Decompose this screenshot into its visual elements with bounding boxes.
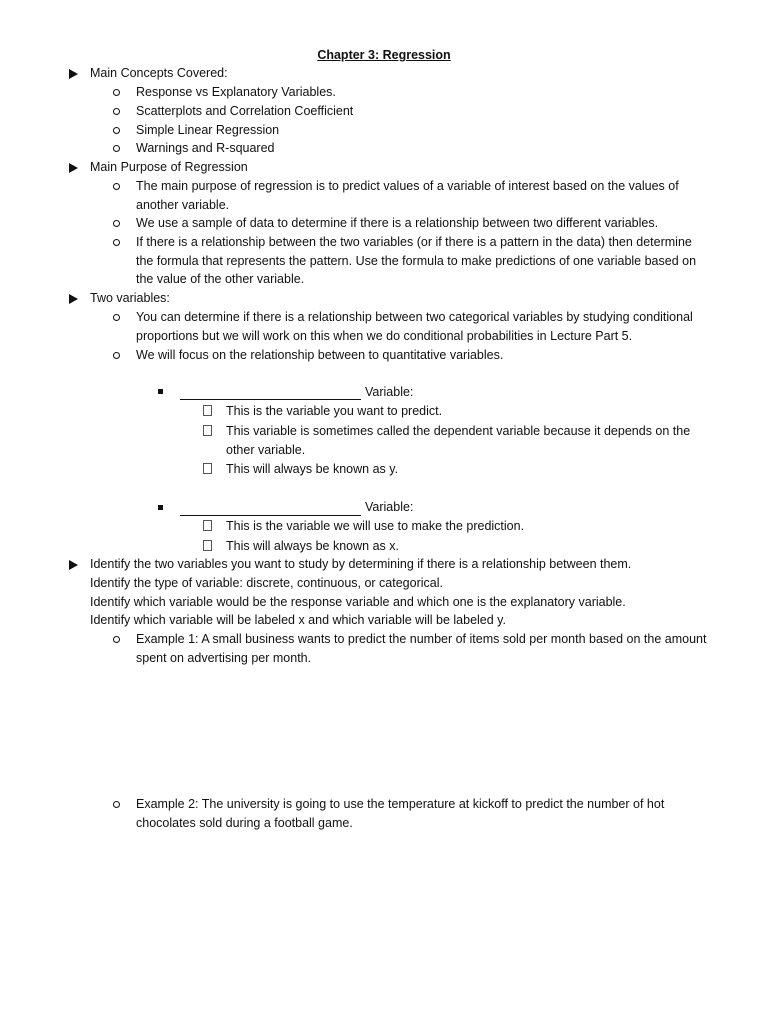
circle-bullet-icon xyxy=(113,145,120,152)
list-item-line: the value of the other variable. xyxy=(136,272,305,286)
list-item-line: another variable. xyxy=(136,198,230,212)
identify-line: Identify the type of variable: discrete, continuous, or categorical. xyxy=(90,576,443,590)
sub-point-line: This is the variable we will use to make the prediction. xyxy=(226,519,525,533)
sub-point-line: This will always be known as x. xyxy=(226,539,399,553)
arrow-bullet-icon xyxy=(69,294,78,304)
checkbox-glyph-icon xyxy=(203,463,212,474)
checkbox-glyph-icon xyxy=(203,425,212,436)
list-item-line: We will focus on the relationship between to quantitative variables. xyxy=(136,348,504,362)
list-item: Response vs Explanatory Variables. xyxy=(136,85,336,99)
circle-bullet-icon xyxy=(113,108,120,115)
list-item: Warnings and R-squared xyxy=(136,141,275,155)
list-item-line: the formula that represents the pattern. Use the formula to make predictions of one variable based on xyxy=(136,254,697,268)
sub-point-line: This is the variable you want to predict. xyxy=(226,404,443,418)
sub-point-line: This variable is sometimes called the dependent variable because it depends on the xyxy=(226,424,691,438)
list-item: Simple Linear Regression xyxy=(136,123,280,137)
fill-in-blank-response xyxy=(180,399,361,400)
arrow-bullet-icon xyxy=(69,560,78,570)
circle-bullet-icon xyxy=(113,801,120,808)
list-item-line: You can determine if there is a relationship between two categorical variables by studying conditional xyxy=(136,310,693,324)
arrow-bullet-icon xyxy=(69,69,78,79)
sub-point-line: This will always be known as y. xyxy=(226,462,399,476)
identify-line: Identify which variable would be the response variable and which one is the explanatory variable. xyxy=(90,595,626,609)
circle-bullet-icon xyxy=(113,89,120,96)
list-item-line: The main purpose of regression is to predict values of a variable of interest based on the values of xyxy=(136,179,679,193)
square-bullet-icon xyxy=(158,505,163,510)
circle-bullet-icon xyxy=(113,239,120,246)
variable-label: Variable: xyxy=(365,500,414,514)
circle-bullet-icon xyxy=(113,183,120,190)
circle-bullet-icon xyxy=(113,314,120,321)
square-bullet-icon xyxy=(158,389,163,394)
circle-bullet-icon xyxy=(113,127,120,134)
example-2-line: Example 2: The university is going to use the temperature at kickoff to predict the number of hot xyxy=(136,797,665,811)
variable-label: Variable: xyxy=(365,385,414,399)
sub-point-line: other variable. xyxy=(226,443,306,457)
circle-bullet-icon xyxy=(113,352,120,359)
example-1-line: spent on advertising per month. xyxy=(136,651,312,665)
example-2-line: chocolates sold during a football game. xyxy=(136,816,353,830)
list-item-line: proportions but we will work on this when we do conditional probabilities in Lecture Part 5. xyxy=(136,329,633,343)
checkbox-glyph-icon xyxy=(203,540,212,551)
example-1-line: Example 1: A small business wants to predict the number of items sold per month based on the amount xyxy=(136,632,707,646)
circle-bullet-icon xyxy=(113,636,120,643)
checkbox-glyph-icon xyxy=(203,405,212,416)
circle-bullet-icon xyxy=(113,220,120,227)
arrow-bullet-icon xyxy=(69,163,78,173)
identify-line: Identify which variable will be labeled x and which variable will be labeled y. xyxy=(90,613,506,627)
section-heading-two-variables: Two variables: xyxy=(90,291,170,305)
section-heading-purpose: Main Purpose of Regression xyxy=(90,160,248,174)
section-heading-main-concepts: Main Concepts Covered: xyxy=(90,66,228,80)
checkbox-glyph-icon xyxy=(203,520,212,531)
list-item: Scatterplots and Correlation Coefficient xyxy=(136,104,354,118)
list-item-line: If there is a relationship between the two variables (or if there is a pattern in the data) then determine xyxy=(136,235,692,249)
fill-in-blank-explanatory xyxy=(180,515,361,516)
identify-line: Identify the two variables you want to study by determining if there is a relationship between them. xyxy=(90,557,632,571)
page-title: Chapter 3: Regression xyxy=(317,48,451,62)
list-item-line: We use a sample of data to determine if there is a relationship between two different variables. xyxy=(136,216,659,230)
